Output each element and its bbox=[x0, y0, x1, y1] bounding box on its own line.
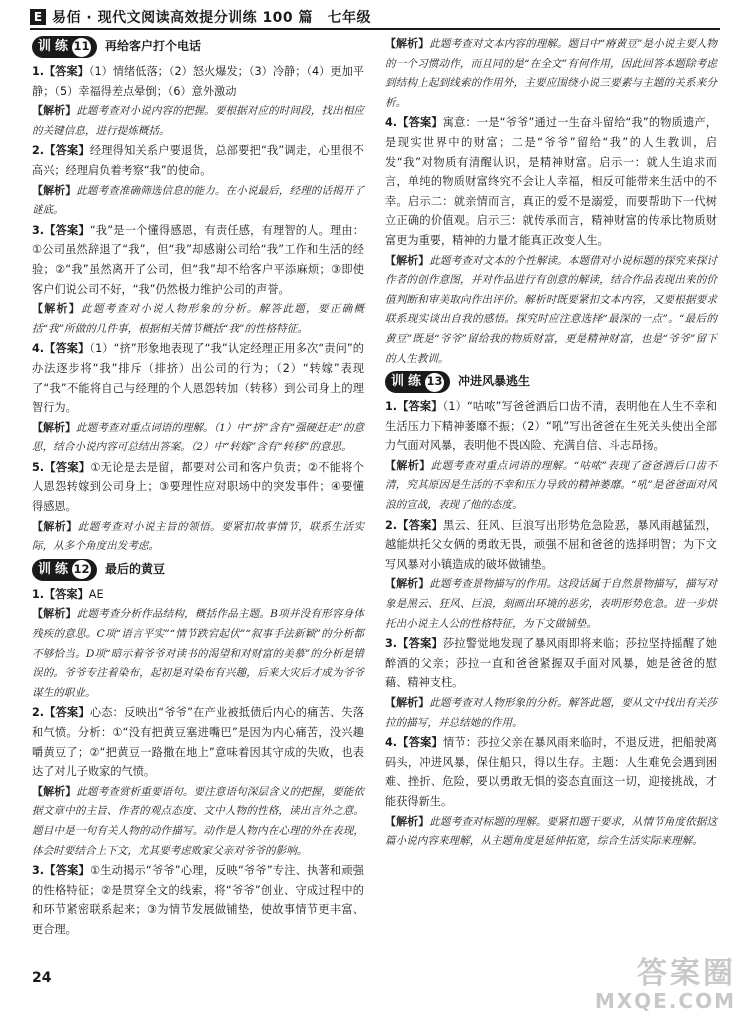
training-number: 12 bbox=[72, 560, 91, 579]
page-number: 24 bbox=[32, 970, 52, 986]
answer-block bbox=[32, 221, 364, 299]
answer-label: 3.【答案】 bbox=[32, 864, 90, 878]
answer-block bbox=[385, 733, 717, 811]
answer-block bbox=[32, 861, 364, 939]
analysis-text: 此题考查对重点词语的理解。“咕哝”表现了爸爸酒后口齿不清，究其原因是生活的不幸和压力导致的精神萎靡。“吼”是爸爸面对风浪的宣战，表现了他的态度。 bbox=[385, 459, 718, 512]
analysis-text: 此题考查对小说内容的把握。要根据对应的时间段，找出相应的关键信息，进行提炼概括。 bbox=[32, 105, 365, 137]
analysis-label: 【解析】 bbox=[385, 253, 430, 267]
left-column bbox=[32, 34, 364, 940]
answer-block bbox=[32, 62, 364, 101]
training-badge bbox=[32, 36, 97, 58]
answer-block bbox=[385, 516, 717, 575]
analysis-block bbox=[385, 456, 717, 516]
answer-label: 1.【答案】 bbox=[32, 587, 89, 601]
analysis-label: 【解析】 bbox=[32, 302, 81, 316]
answer-label: 2.【答案】 bbox=[32, 144, 90, 158]
analysis-label: 【解析】 bbox=[32, 420, 77, 434]
answer-block bbox=[385, 397, 717, 456]
right-column bbox=[385, 34, 717, 852]
section-title: 冲进风暴逃生 bbox=[458, 374, 531, 389]
analysis-block bbox=[32, 299, 364, 339]
badge-char: 练 bbox=[54, 39, 68, 55]
analysis-block bbox=[32, 101, 364, 141]
analysis-label: 【解析】 bbox=[32, 104, 77, 118]
section-heading bbox=[32, 36, 364, 58]
section-heading bbox=[385, 371, 717, 393]
training-badge bbox=[385, 371, 450, 393]
badge-char: 训 bbox=[37, 39, 51, 55]
analysis-text: 此题考查对标题的理解。要紧扣题干要求，从情节角度依据这篇小说内容来理解，从主题角度是延伸拓宽，综合生活实际来理解。 bbox=[385, 815, 718, 848]
section-title: 最后的黄豆 bbox=[105, 562, 166, 577]
answer-block bbox=[385, 113, 717, 250]
answer-text: 经理得知关系户要退货，总部要把“我”调走，心里很不高兴；经理肩负着考察“我”的使命。 bbox=[32, 144, 364, 177]
page-header bbox=[30, 6, 720, 30]
answer-label: 3.【答案】 bbox=[385, 637, 443, 651]
analysis-text: 此题考查对文本内容的理解。题目中“瘠黄豆”是小说主要人物的一个习惯动作，而且同的是“在全文”有何作用，因此回答本题除考虑到结构上起到线索的作用外，主要应围绕小说三要素与主题的关系来分析。 bbox=[385, 38, 717, 109]
answer-text: “我”是一个懂得感恩，有责任感，有理智的人。理由：①公司虽然辞退了“我”，但“我”却感谢公司给“我”工作和生活的经验；②“我”虽然离开了公司，但“我”却不给客户平添麻烦；③即使客户们说公司不好，“我”仍然极力维护公司的声誉。 bbox=[32, 223, 364, 296]
analysis-block bbox=[385, 34, 717, 113]
answer-text: 寓意：一是“爷爷”通过一生奋斗留给“我”的物质遗产，是现实世界中的财富；二是“爷爷”留给“我”的人生教训，启发“我”对物质有清醒认识，是精神财富。启示一：就人生追求而言，单纯的物质财富终究不会让人幸福，相反可能带来生活中的不幸。启示二：就亲情而言，真正的爱不是溺爱，而要帮助下一代树立正确的价值观。启示三：就传承而言，精神财富的传承比物质财富更为重要，精神的力量才能真正改变人生。 bbox=[385, 116, 717, 247]
analysis-label: 【解析】 bbox=[385, 37, 430, 50]
analysis-text: 此题考查对小说主旨的领悟。要紧扣故事情节，联系生活实际，从多个角度出发考虑。 bbox=[32, 520, 364, 553]
training-badge bbox=[32, 559, 97, 581]
analysis-text: 此题考查景物描写的作用。这段话属于自然景物描写，描写对象是黑云、狂风、巨浪，刻画出环境的恶劣，表明形势危急。进一步烘托出小说主人公的性格特征，为下文做铺垫。 bbox=[385, 578, 718, 630]
analysis-label: 【解析】 bbox=[32, 183, 77, 197]
answer-text: 莎拉警觉地发现了暴风雨即将来临；莎拉坚持摇醒了她醉酒的父亲；莎拉一直和爸爸紧握双手面对风暴，她是爸爸的慰藉、精神支柱。 bbox=[385, 637, 717, 690]
analysis-text: 此题考查准确筛选信息的能力。在小说最后，经理的话揭开了谜底。 bbox=[32, 184, 365, 217]
analysis-block bbox=[385, 574, 717, 634]
answer-text: 黑云、狂风、巨浪写出形势危急险恶，暴风雨越猛烈，越能烘托父女俩的勇敢无畏，顽强不屈和爸爸的选择明智；为下文写风暴对小镇造成的破坏做铺垫。 bbox=[385, 518, 717, 571]
answer-block bbox=[32, 585, 364, 605]
answer-label: 4.【答案】 bbox=[385, 736, 443, 750]
analysis-block bbox=[385, 812, 717, 852]
analysis-block bbox=[32, 181, 364, 221]
watermark-url: MXQE.COM bbox=[594, 989, 736, 1013]
series-logo-icon: E bbox=[30, 9, 46, 25]
analysis-text: 此题考查对小说人物形象的分析。解答此题，要正确概括“我”所做的几件事，根据相关情节概括“我”的性格特征。 bbox=[32, 303, 364, 335]
analysis-block bbox=[32, 604, 364, 703]
analysis-label: 【解析】 bbox=[385, 577, 430, 591]
training-number: 13 bbox=[425, 373, 444, 392]
answer-block bbox=[32, 339, 364, 417]
answer-block bbox=[32, 141, 364, 180]
answer-label: 1.【答案】 bbox=[32, 65, 89, 78]
analysis-label: 【解析】 bbox=[385, 458, 431, 472]
answer-text: 情节：莎拉父亲在暴风雨来临时，不退反进，把船驶离码头，冲进风暴，保住船只，得以生存。主题：人生难免会遇到困难、挫折、危险，要以勇敢无惧的姿态直面这一切，迎接挑战，才能获得新生。 bbox=[385, 736, 717, 808]
analysis-text: 此题考查对人物形象的分析。解答此题，要从文中找出有关莎拉的描写，并总结她的作用。 bbox=[385, 697, 718, 729]
book-title: 易佰 · 现代文阅读高效提分训练 100 篇 七年级 bbox=[52, 10, 372, 26]
analysis-text: 此题考查对重点词语的理解。（1）中“挤”含有“强硬赶走”的意思，结合小说内容可总结出答案。（2）中“转嫁”含有“转移”的意思。 bbox=[32, 421, 365, 454]
answer-text: ①生动揭示“爷爷”心理，反映“爷爷”专注、执著和顽强的性格特征；②是贯穿全文的线索，将“爷爷”创业、守成过程中的和环节紧密联系起来；③为情节发展做铺垫，使故事情节更丰富、更合理。 bbox=[32, 864, 364, 936]
section-heading bbox=[32, 559, 364, 581]
analysis-text: 此题考查对文本的个性解读。本题借对小说标题的探究来探讨作者的创作意图，并对作品进行有创意的解读，结合作品表现出来的价值判断和审美取向作出评价。解析时既要紧扣文本内容，又要根据要求联系现实谈出自我的感悟。探究时应注意选择“最深的一点”。“最后的黄豆”既是“爷爷”留给我的物质财富，更是精神财富，也是“爷爷”留下的人生教训。 bbox=[385, 254, 718, 365]
analysis-text: 此题考查分析作品结构，概括作品主题。B项并没有形容身体残疾的意思。C项“语言平实”“情节跌宕起伏”“叙事手法新颖”的分析都不够恰当。D项“暗示着爷爷对读书的渴望和对财富的美慕”的分析是错误的。爷爷专注着染布，起初是对染布有兴趣，后来大灾后才成为爷爷谋生的职业。 bbox=[32, 608, 364, 699]
answer-block bbox=[32, 458, 364, 517]
answer-block bbox=[385, 634, 717, 693]
analysis-block bbox=[32, 418, 364, 458]
analysis-label: 【解析】 bbox=[32, 784, 77, 798]
analysis-text: 此题考查赏析重要语句。要注意语句深层含义的把握，要能依据文章中的主旨、作者的观点态度、文中人物的性格，读出言外之意。题目中是一句有关人物的动作描写。动作是人物内在心理的外在表现，体会时要结合上下文，尤其要考虑败家父亲对爷爷的影响。 bbox=[32, 785, 365, 857]
badge-char: 训 bbox=[390, 374, 404, 390]
answer-label: 5.【答案】 bbox=[32, 460, 91, 474]
answer-block bbox=[32, 703, 364, 781]
analysis-block bbox=[385, 251, 717, 370]
answer-label: 2.【答案】 bbox=[32, 706, 90, 720]
watermark-logo-text: 答案圈 bbox=[637, 956, 736, 991]
badge-char: 练 bbox=[54, 562, 68, 578]
analysis-label: 【解析】 bbox=[32, 607, 77, 621]
badge-char: 练 bbox=[407, 374, 421, 390]
answer-label: 1.【答案】 bbox=[385, 400, 443, 414]
analysis-block bbox=[32, 517, 364, 557]
analysis-label: 【解析】 bbox=[385, 814, 430, 828]
section-title: 再给客户打个电话 bbox=[105, 39, 202, 54]
training-number: 11 bbox=[72, 38, 91, 57]
answer-text: 心态：反映出“爷爷”在产业被抵债后内心的痛苦、失落和气愤。分析：①“没有把黄豆塞进嘴巴”是因为内心痛苦，没兴趣嚼黄豆了；②“把黄豆一路撒在地上”意味着因其守成的失败，也表达了对儿子败家的气愤。 bbox=[32, 706, 364, 779]
answer-text: （1）“挤”形象地表现了“我”认定经理正用多次“责问”的办法逐步将“我”排斥（排挤）出公司的行为；（2）“转嫁”表现了“我”不能将自己与经理的个人恩怨转加（转移）到公司身上的理智行为。 bbox=[32, 342, 364, 415]
answer-label: 4.【答案】 bbox=[32, 342, 90, 356]
analysis-block bbox=[32, 782, 364, 861]
analysis-label: 【解析】 bbox=[32, 519, 78, 533]
answer-text: （1）“咕哝”写爸爸酒后口齿不清，表明他在人生不幸和生活压力下精神萎靡不振；（2）“吼”写出爸爸在生死关头使出全部力气面对风暴，表明他不畏凶险、充满自信、斗志昂扬。 bbox=[385, 400, 717, 453]
watermark bbox=[595, 958, 736, 1012]
answer-text: （1）情绪低落；（2）怒火爆发；（3）冷静；（4）更加平静；（5）幸福得差点晕倒；（6）意外激动 bbox=[32, 65, 364, 98]
answer-text: AE bbox=[88, 587, 104, 601]
answer-label: 4.【答案】 bbox=[385, 116, 443, 130]
analysis-label: 【解析】 bbox=[385, 696, 430, 709]
badge-char: 训 bbox=[37, 562, 51, 578]
answer-text: ①无论是去是留，都要对公司和客户负责；②不能将个人恩怨转嫁到公司身上；③要理性应对职场中的突发事件；④要懂得感恩。 bbox=[32, 460, 364, 514]
answer-label: 2.【答案】 bbox=[385, 518, 443, 532]
analysis-block bbox=[385, 693, 717, 733]
answer-label: 3.【答案】 bbox=[32, 223, 90, 237]
